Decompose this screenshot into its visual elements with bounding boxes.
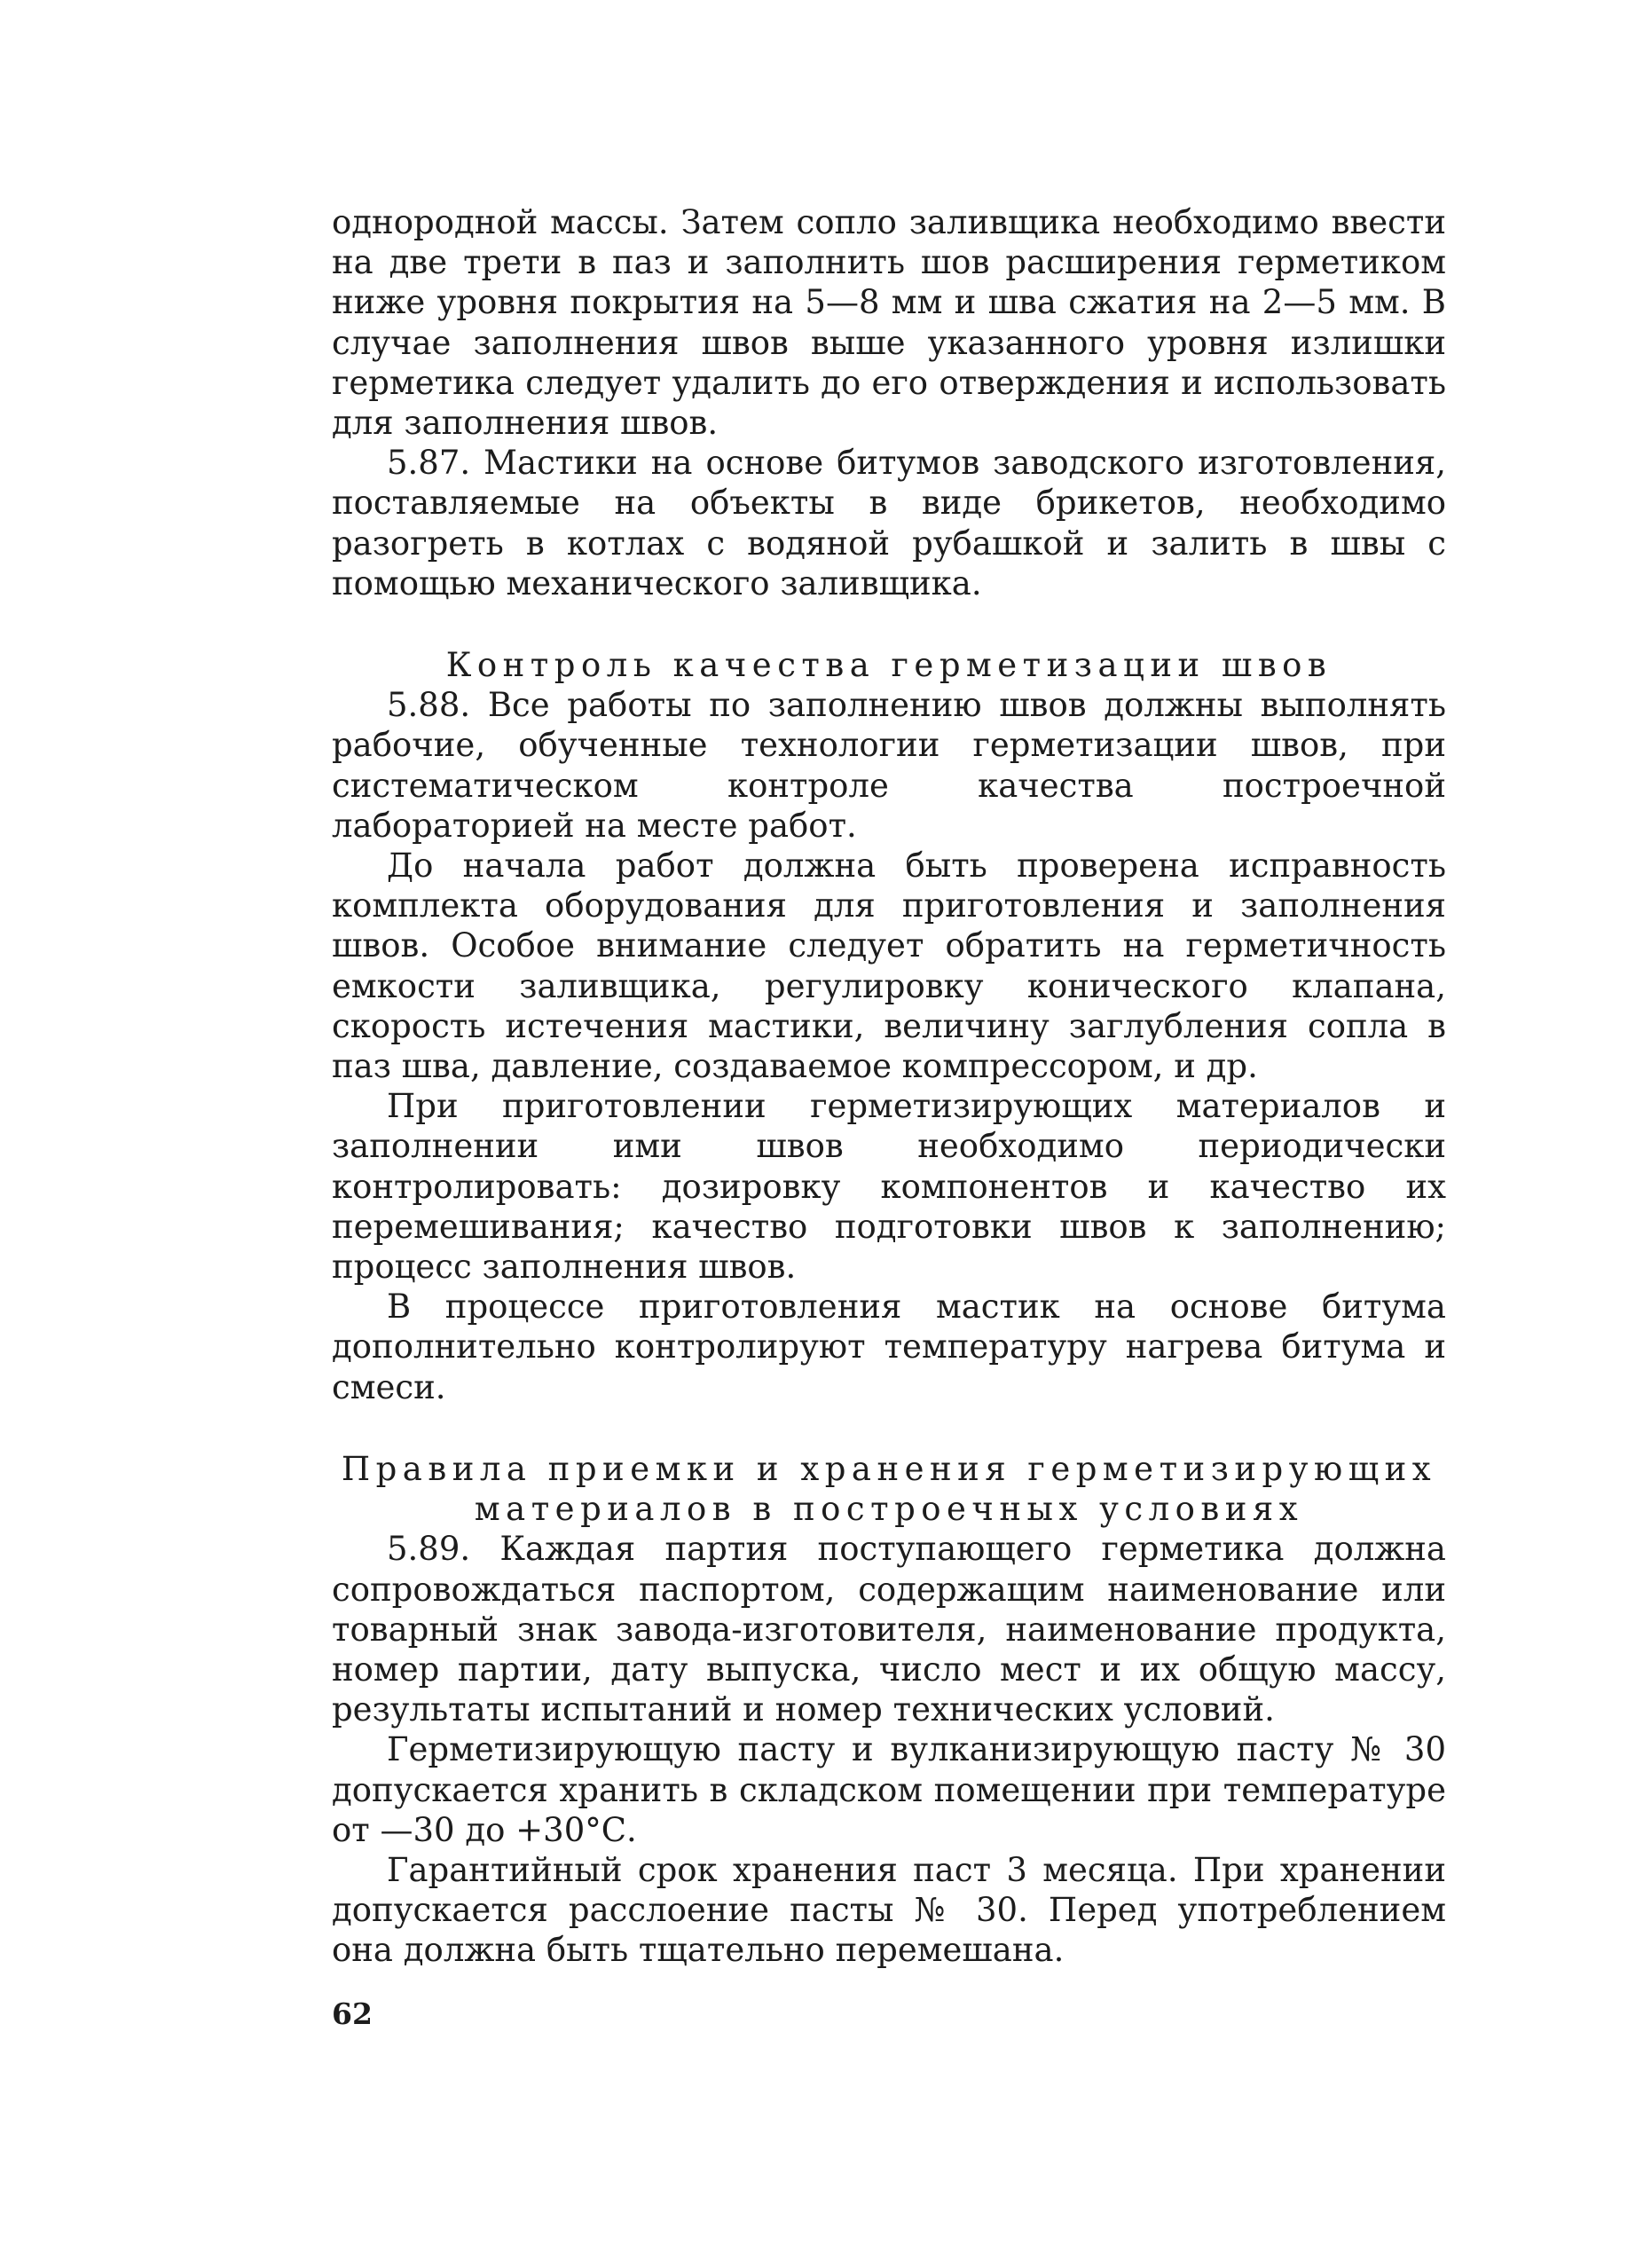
paragraph-5-87: 5.87. Мастики на основе битумов заводского изготовления, поставляемые на объекты в виде брикетов, необходимо разогреть в котлах с водяной рубашкой и залить в швы с помощью механического заливщика.: [332, 444, 1446, 602]
paragraph-shelf-life: Гарантийный срок хранения паст 3 месяца. При хранении допускается расслоение пасты № 30. Перед употреблением она должна быть тщательно перемешана.: [332, 1850, 1446, 1970]
paragraph-continuation: однородной массы. Затем сопло заливщика необходимо ввести на две трети в паз и заполнить шов расширения герметиком ниже уровня покрытия на 5—8 мм и шва сжатия на 2—5 мм. В случае заполнения швов выше указанного уровня излишки герметика следует удалить до его отверждения и использовать для заполнения швов.: [332, 203, 1446, 443]
paragraph-periodic-control: При приготовлении герметизирующих материалов и заполнении ими швов необходимо периодически контролировать: дозировку компонентов и качество их перемешивания; качество подготовки швов к заполнению; процесс заполнения швов.: [332, 1087, 1446, 1287]
page-number: 62: [332, 1996, 373, 2031]
paragraph-paste-storage: Герметизирующую пасту и вулканизирующую пасту № 30 допускается хранить в складском помещении при температуре от —30 до +30°С.: [332, 1730, 1446, 1849]
paragraph-bitumen-control: В процессе приготовления мастик на основе битума дополнительно контролируют температуру нагрева битума и смеси.: [332, 1288, 1446, 1406]
section-heading-acceptance-storage: Правила приемки и хранения герметизирующих материалов в построечных условиях: [341, 1449, 1437, 1529]
section-heading-quality-control: Контроль качества герметизации швов: [445, 646, 1333, 685]
paragraph-5-88: 5.88. Все работы по заполнению швов должны выполнять рабочие, обученные технологии герметизации швов, при систематическом контроле качества построечной лабораторией на месте работ.: [332, 686, 1446, 845]
body-text: [332, 202, 1446, 1971]
paragraph-5-89: 5.89. Каждая партия поступающего герметика должна сопровождаться паспортом, содержащим наименование или товарный знак завода-изготовителя, наименование продукта, номер партии, дату выпуска, число мест и их общую массу, результаты испытаний и номер технических условий.: [332, 1530, 1446, 1729]
paragraph-equipment-check: До начала работ должна быть проверена исправность комплекта оборудования для приготовления и заполнения швов. Особое внимание следует обратить на герметичность емкости заливщика, регулировку конического клапана, скорость истечения мастики, величину заглубления сопла в паз шва, давление, создаваемое компрессором, и др.: [332, 847, 1446, 1086]
